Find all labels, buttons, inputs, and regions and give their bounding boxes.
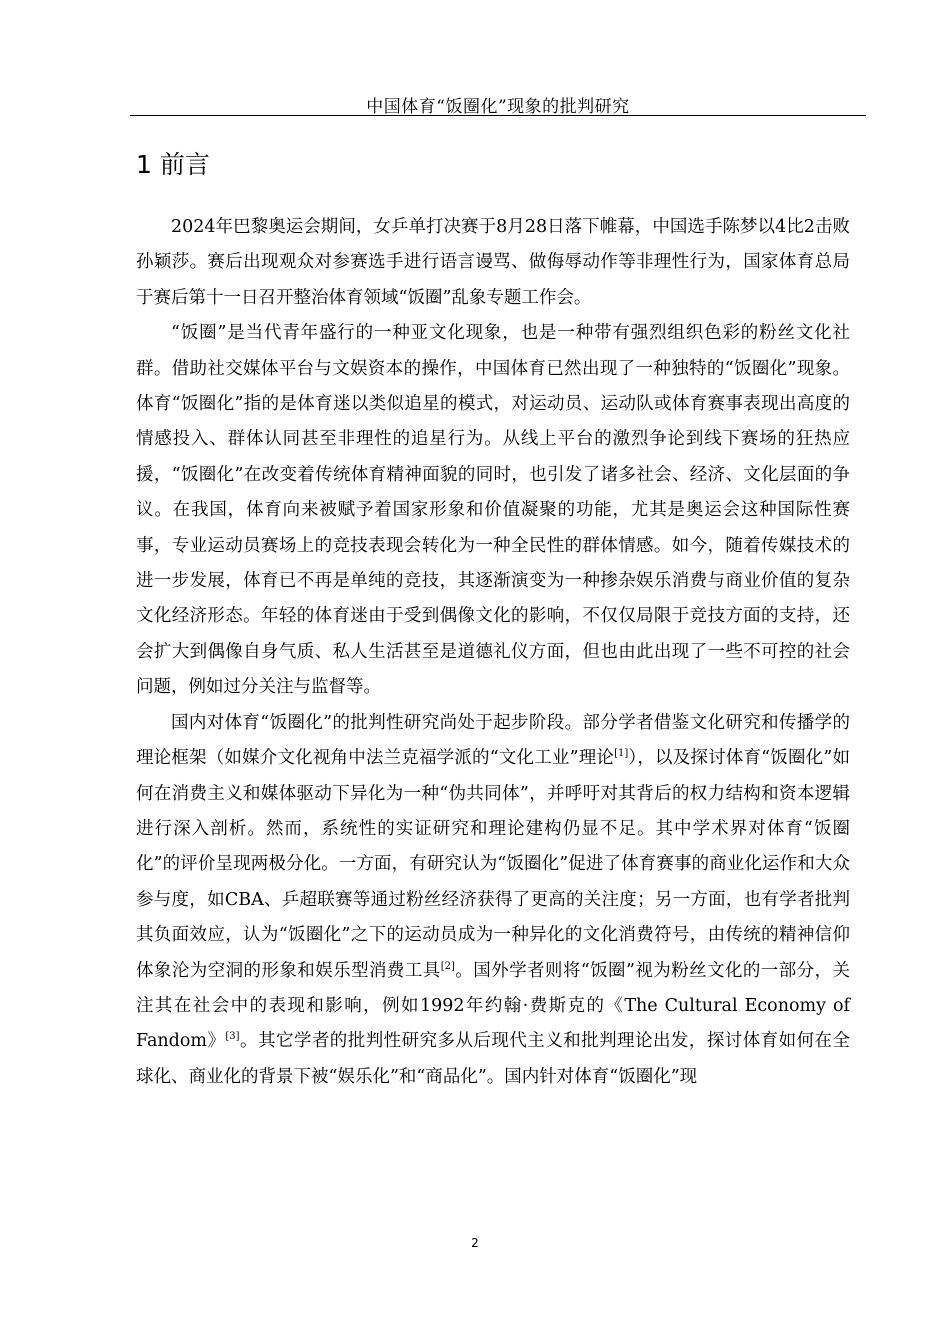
paragraph-3-text-part-2: ），以及探讨体育“饭圈化”如何在消费主义和媒体驱动下异化为一种“伪共同体”，并呼吁对其背后的权力结构和资本逻辑进行深入剖析。然而，系统性的实证研究和理论建构仍显不足。其中学术界对体育“饭圈化”的评价呈现两极分化。一方面，有研究认为“饭圈化”促进了体育赛事的商业化运作和大众参与度，如CBA、乒超联赛等通过粉丝经济获得了更高的关注度；另一方面，也有学者批判其负面效应，认为“饭圈化”之下的运动员成为一种异化的文化消费符号，由传统的精神信仰体象沦为空洞的形象和娱乐型消费工具 (136, 748, 850, 981)
paragraph-1 (136, 210, 850, 316)
header-rule (130, 115, 866, 116)
citation-2: [2] (440, 960, 455, 972)
citation-1: [1] (614, 748, 629, 760)
citation-3: [3] (225, 1031, 240, 1043)
paragraph-3-text-part-4: 。其它学者的批判性研究多从后现代主义和批判理论出发，探讨体育如何在全球化、商业化的背景下被“娱乐化”和“商品化”。国内针对体育“饭圈化”现 (136, 1031, 850, 1087)
body-text (136, 210, 850, 1095)
paragraph-3-text-part-3: 。国外学者则将“饭圈”视为粉丝文化的一部分，关注其在社会中的表现和影响，例如1992年约翰·费斯克的《The Cultural Economy of Fandom》 (136, 960, 850, 1052)
paragraph-2 (136, 316, 850, 705)
page-number: 2 (471, 1236, 479, 1250)
paragraph-3 (136, 706, 850, 1095)
paragraph-3-text-part-1: 国内对体育“饭圈化”的批判性研究尚处于起步阶段。部分学者借鉴文化研究和传播学的理论框架（如媒介文化视角中法兰克福学派的“文化工业”理论 (136, 712, 850, 769)
section-heading: 1 前言 (136, 150, 210, 179)
paragraph-1-text: 2024年巴黎奥运会期间，女乒单打决赛于8月28日落下帷幕，中国选手陈梦以4比2击败孙颖莎。赛后出现观众对参赛选手进行语言谩骂、做侮辱动作等非理性行为，国家体育总局于赛后第十一日召开整治体育领域“饭圈”乱象专题工作会。 (136, 217, 850, 308)
paragraph-2-text: “饭圈”是当代青年盛行的一种亚文化现象，也是一种带有强烈组织色彩的粉丝文化社群。借助社交媒体平台与文娱资本的操作，中国体育已然出现了一种独特的“饭圈化”现象。体育“饭圈化”指的是体育迷以类似追星的模式，对运动员、运动队或体育赛事表现出高度的情感投入、群体认同甚至非理性的追星行为。从线上平台的激烈争论到线下赛场的狂热应援，“饭圈化”在改变着传统体育精神面貌的同时，也引发了诸多社会、经济、文化层面的争议。在我国，体育向来被赋予着国家形象和价值凝聚的功能，尤其是奥运会这种国际性赛事，专业运动员赛场上的竞技表现会转化为一种全民性的群体情感。如今，随着传媒技术的进一步发展，体育已不再是单纯的竞技，其逐渐演变为一种掺杂娱乐消费与商业价值的复杂文化经济形态。年轻的体育迷由于受到偶像文化的影响，不仅仅局限于竞技方面的支持，还会扩大到偶像自身气质、私人生活甚至是道德礼仪方面，但也由此出现了一些不可控的社会问题，例如过分关注与监督等。 (136, 323, 850, 698)
running-header-title: 中国体育“饭圈化”现象的批判研究 (366, 97, 630, 117)
